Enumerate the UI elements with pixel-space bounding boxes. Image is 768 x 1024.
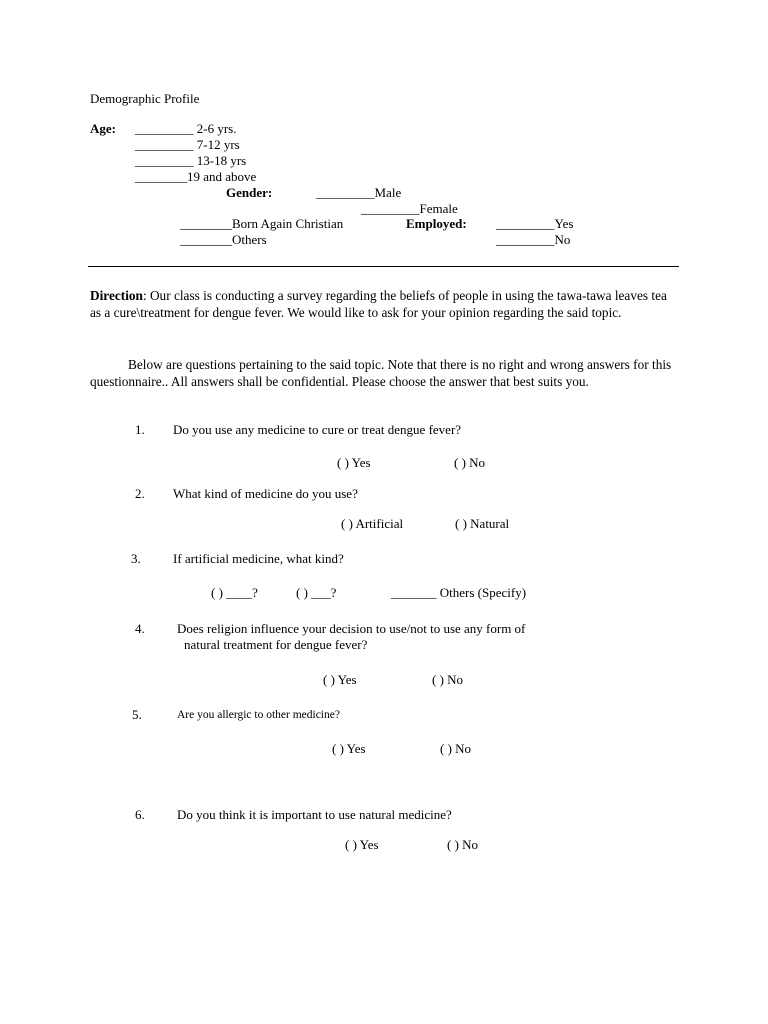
question-5-option-no[interactable]: ( ) No: [440, 741, 472, 756]
direction-text: : Our class is conducting a survey regarding the beliefs of people in using the tawa-tawa leaves tea as a cure\treatment for dengue fever. We would like to ask for your opinion regarding the said topic.: [90, 288, 667, 320]
question-2-number: 2.: [135, 486, 145, 501]
question-4-option-no[interactable]: ( ) No: [432, 672, 464, 687]
question-6-number: 6.: [135, 807, 145, 822]
demographic-heading: Demographic Profile: [90, 91, 200, 106]
question-3-text: If artificial medicine, what kind?: [173, 551, 344, 566]
question-2-option-natural[interactable]: ( ) Natural: [455, 516, 510, 531]
question-5-number: 5.: [132, 707, 142, 722]
intro-paragraph: Below are questions pertaining to the said topic. Note that there is no right and wrong answers for this questionnaire.. All answers shall be confidential. Please choose the answer that best suits you.: [90, 357, 672, 389]
direction-paragraph: [90, 287, 680, 321]
gender-option-female[interactable]: _________Female: [361, 201, 458, 216]
question-6-option-no[interactable]: ( ) No: [447, 837, 479, 852]
question-3-number: 3.: [131, 551, 141, 566]
question-6-option-yes[interactable]: ( ) Yes: [345, 837, 379, 852]
question-1-text: Do you use any medicine to cure or treat dengue fever?: [173, 422, 462, 437]
age-label: Age:: [90, 121, 116, 136]
question-4-text-line-2: natural treatment for dengue fever?: [184, 637, 368, 652]
employed-option-no[interactable]: _________No: [496, 232, 571, 247]
employed-label: Employed:: [406, 216, 467, 231]
question-1-number: 1.: [135, 422, 145, 437]
employed-option-yes[interactable]: _________Yes: [496, 216, 574, 231]
section-divider: [88, 266, 679, 267]
question-4-number: 4.: [135, 621, 145, 636]
question-4-text-line-1: Does religion influence your decision to use/not to use any form of: [177, 621, 526, 636]
question-6-text: Do you think it is important to use natural medicine?: [177, 807, 452, 822]
question-1-option-no[interactable]: ( ) No: [454, 455, 486, 470]
question-3-option-1[interactable]: ( ) ____?: [211, 585, 258, 600]
question-5-option-yes[interactable]: ( ) Yes: [332, 741, 366, 756]
question-2-text: What kind of medicine do you use?: [173, 486, 358, 501]
age-option-2-6[interactable]: _________ 2-6 yrs.: [135, 121, 237, 136]
direction-label: Direction: [90, 288, 143, 303]
age-option-19-above[interactable]: ________19 and above: [135, 169, 257, 184]
question-4-option-yes[interactable]: ( ) Yes: [323, 672, 357, 687]
age-option-7-12[interactable]: _________ 7-12 yrs: [135, 137, 240, 152]
gender-option-male[interactable]: _________Male: [316, 185, 402, 200]
question-3-option-others[interactable]: _______ Others (Specify): [391, 585, 527, 600]
question-1-option-yes[interactable]: ( ) Yes: [337, 455, 371, 470]
gender-label: Gender:: [226, 185, 273, 200]
question-2-option-artificial[interactable]: ( ) Artificial: [341, 516, 404, 531]
question-3-option-2[interactable]: ( ) ___?: [296, 585, 337, 600]
question-5-text: Are you allergic to other medicine?: [177, 709, 340, 721]
age-option-13-18[interactable]: _________ 13-18 yrs: [135, 153, 247, 168]
religion-option-others[interactable]: ________Others: [180, 232, 267, 247]
religion-option-born-again[interactable]: ________Born Again Christian: [180, 216, 344, 231]
